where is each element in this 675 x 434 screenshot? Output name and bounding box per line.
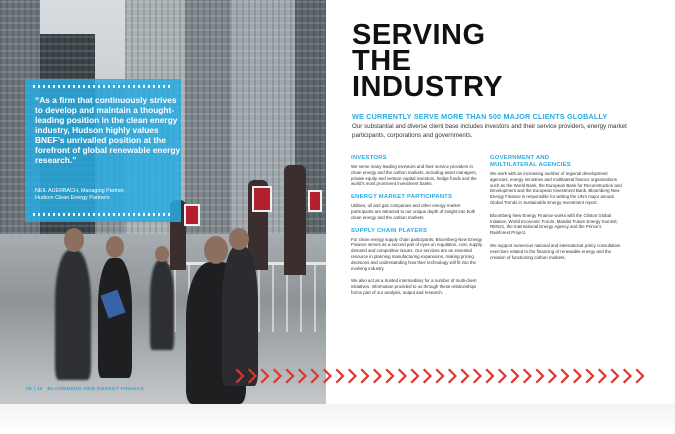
chevron-arrow-icon (537, 370, 543, 382)
chevron-arrow-icon (475, 370, 481, 382)
section-body-energy-market: Utilities, oil and gas companies and other energy market participants are attracted to our unique depth of insight into both clean energy and the carbon markets. (351, 203, 476, 220)
left-column (351, 155, 483, 303)
chevron-arrow-icon (487, 370, 493, 382)
chevron-arrow-icon (625, 370, 631, 382)
chevron-arrow-icon (587, 370, 593, 382)
section-title-investors: INVESTORS (351, 155, 387, 161)
chevron-arrow-icon (350, 370, 356, 382)
chevron-arrow-icon (575, 370, 581, 382)
testimonial-author (35, 188, 185, 202)
chevron-arrow-icon (287, 370, 293, 382)
chevron-arrow-icon (500, 370, 506, 382)
chevron-arrow-icon (425, 370, 431, 382)
section-title-supply-chain: SUPPLY CHAIN PLAYERS (351, 227, 428, 234)
chevron-arrow-icon (462, 370, 468, 382)
title-line-1: SERVING (352, 19, 486, 51)
chevron-arrow-icon (562, 370, 568, 382)
section-title-government: GOVERNMENT AND MULTILATERAL AGENCIES (490, 155, 571, 168)
chevron-arrow-icon (275, 370, 281, 382)
right-column (490, 155, 622, 267)
testimonial-quote-box (25, 79, 181, 222)
author-name: NEIL AUERBACH, Managing Partner, (35, 188, 125, 194)
section-body-supply-chain: For clean energy supply chain participants, Bloomberg New Energy Finance serves as a second pair of eyes on regulation, cost, supply, demand and competitive issues. Our services are an essential resource in planning manufacturing expansions, making pricing decisions and understanding how their technology will fit into the evolving industry. (351, 236, 483, 271)
chevron-arrow-icon (550, 370, 556, 382)
dotted-rule-bottom (33, 213, 173, 216)
chevron-arrow-icon (250, 370, 256, 382)
chevron-arrow-icon (412, 370, 418, 382)
author-organization: Hudson Clean Energy Partners (35, 195, 110, 201)
chevron-arrow-icon (450, 370, 456, 382)
title-line-3: INDUSTRY (352, 71, 504, 103)
subheading: WE CURRENTLY SERVE MORE THAN 500 MAJOR CLIENTS GLOBALLY (352, 112, 608, 121)
chevron-arrow-icon (375, 370, 381, 382)
testimonial-quote: “As a firm that continuously strives to develop and maintain a thought-leading position in the clean energy industry, Hudson highly values BNEF’s unrivalled position at the forefront of global renewable energy research.” (35, 95, 181, 165)
chevron-arrow-icon (637, 370, 643, 382)
chevron-arrow-icon (400, 370, 406, 382)
section-body-government-3: We support numerous national and international policy consultation exercises related to the financing of renewable energy and the creation of functioning carbon markets. (490, 242, 621, 260)
chevron-arrows-band (235, 367, 645, 385)
page-numbers: 09 | 10 (26, 387, 43, 392)
chevron-arrow-icon (525, 370, 531, 382)
section-body-investors: We serve many leading investors and their service providers in clean energy and the carbon markets, including asset managers, private equity and venture capital investors, hedge funds and the world’s most prominent investment banks. (351, 164, 477, 187)
section-title-energy-market: ENERGY MARKET PARTICIPANTS (351, 194, 453, 201)
footer-label: BLOOMBERG NEW ENERGY FINANCE (47, 387, 145, 392)
chevron-arrow-icon (612, 370, 618, 382)
page-title (352, 19, 582, 103)
section-body-government: We work with an increasing number of regional development agencies, energy ministries and multilateral finance organisations such as the World Bank, the European Bank for Reconstruction and Development and the European Investment Bank. Bloomberg New Energy Finance is responsible for writing the UN’s major annual Global Trends in Sustainable Energy Investment report. (490, 171, 622, 205)
chevron-arrow-icon (300, 370, 306, 382)
chevron-arrow-icon (512, 370, 518, 382)
section-body-government-2: Bloomberg New Energy Finance works with the Clinton Global Initiative, World Economic Forum, Masdar Future Energy Summit, REN21, the International Energy Agency and the Prince’s Rainforest Project. (490, 212, 618, 236)
chevron-arrow-icon (387, 370, 393, 382)
dotted-rule-top (33, 85, 173, 88)
chevron-arrow-icon (337, 370, 343, 382)
intro-paragraph: Our substantial and diverse client base includes investors and their service providers, energy market participants, corporations and governments. (352, 123, 627, 139)
chevron-arrow-icon (600, 370, 606, 382)
chevron-arrow-icon (437, 370, 443, 382)
page-footer (26, 387, 144, 392)
title-line-2: THE (352, 45, 412, 77)
chevron-arrow-icon (262, 370, 268, 382)
chevron-arrow-icon (325, 370, 331, 382)
chevron-arrow-icon (312, 370, 318, 382)
chevron-arrow-icon (362, 370, 368, 382)
section-body-supply-chain-2: We also act as a trusted intermediary for a number of multi-client initiatives. Information provided to us through these relationships forms part of our analysis, output and research. (351, 278, 477, 295)
chevron-arrow-icon (237, 370, 243, 382)
